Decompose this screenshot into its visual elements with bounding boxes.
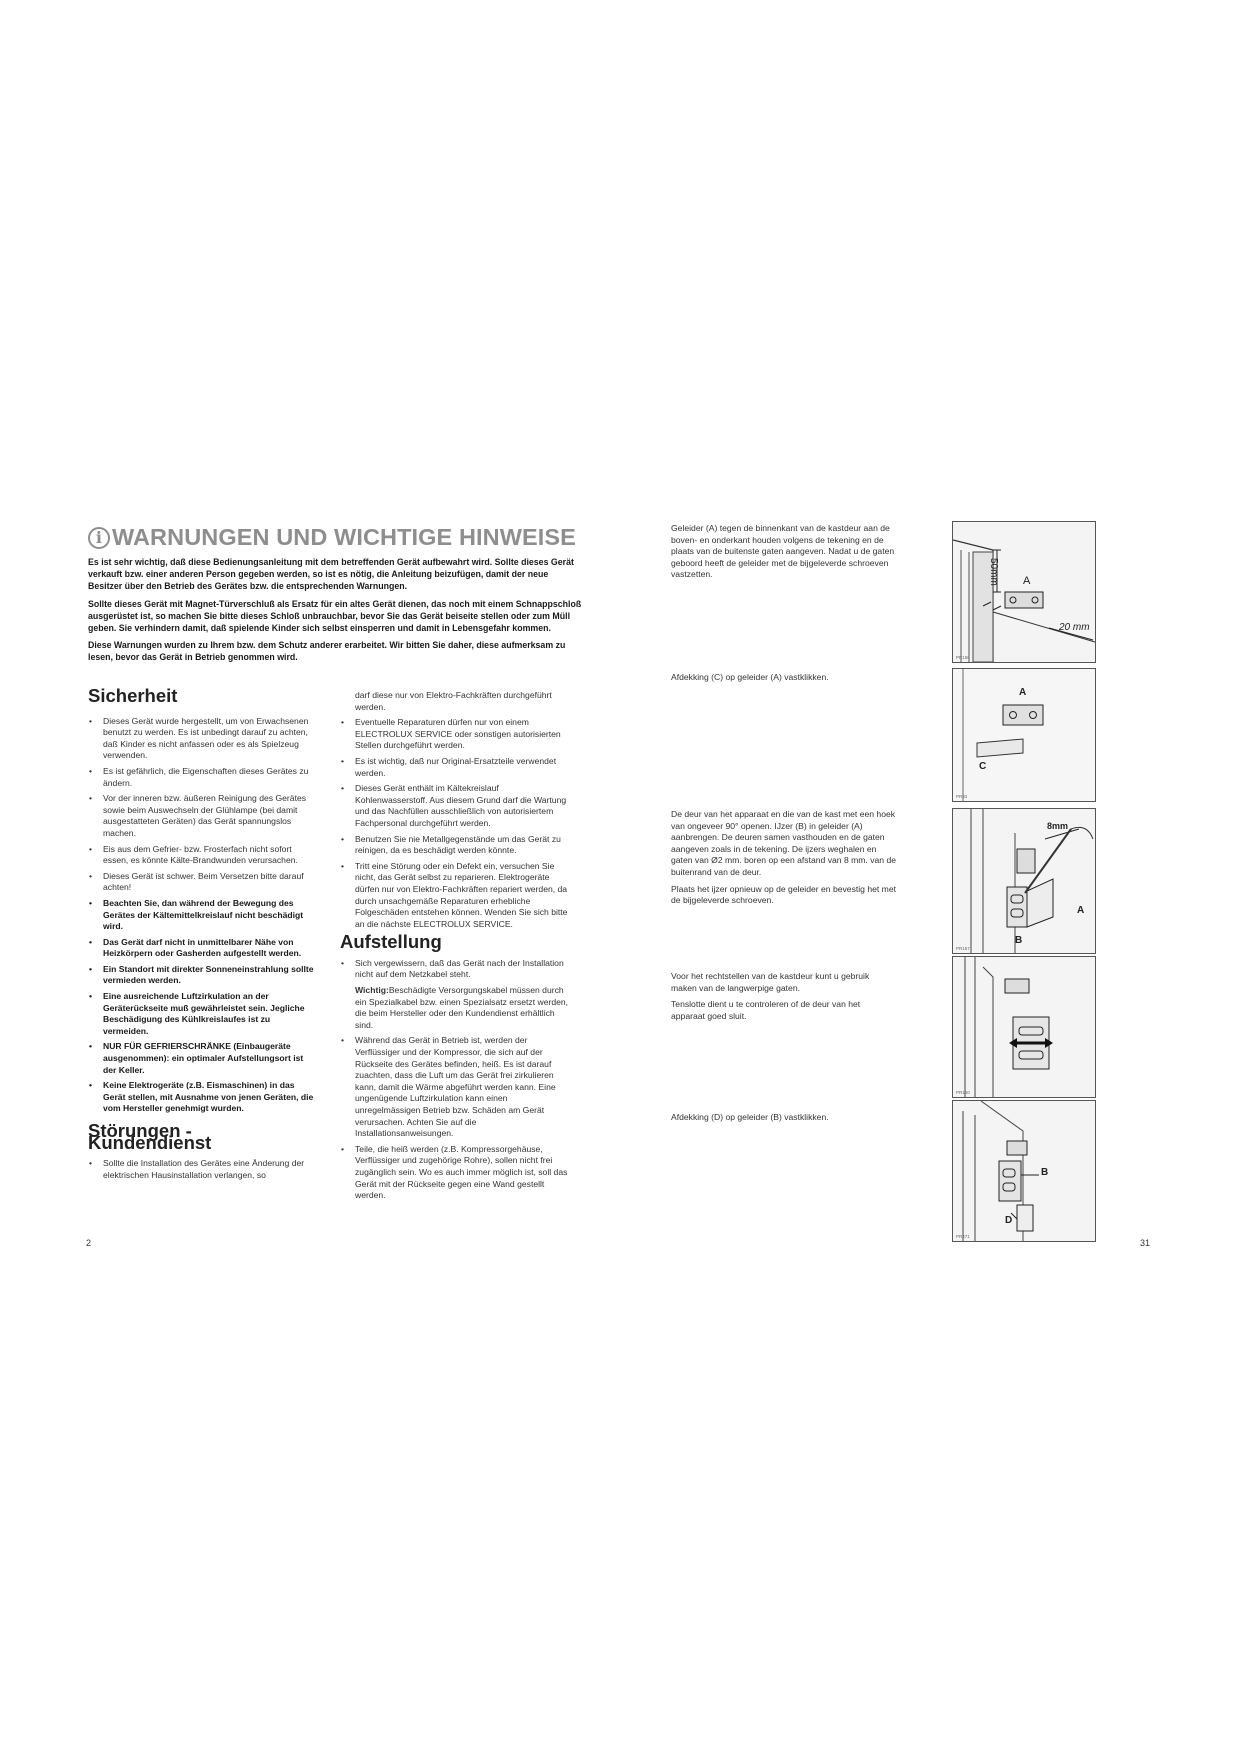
section-heading-aufstellung: Aufstellung	[340, 931, 442, 953]
install-step-3	[671, 809, 896, 912]
list-item: • Das Gerät darf nicht in unmittelbarer Nähe von Heizkörpern oder Gasherden aufgestellt werden.	[88, 937, 316, 960]
step-text: Afdekking (C) op geleider (A) vastklikken.	[671, 672, 829, 682]
step-text: Voor het rechtstellen van de kastdeur kunt u gebruik maken van de langwerpige gaten.	[671, 971, 870, 993]
list-item: • Benutzen Sie nie Metallgegenstände um das Gerät zu reinigen, da es beschädigt werden könnte.	[340, 834, 572, 857]
wichtig-note	[355, 985, 572, 1031]
list-item-continued: darf diese nur von Elektro-Fachkräften durchgeführt werden.	[355, 690, 552, 712]
figure-bracket-b	[952, 808, 1096, 954]
intro-paragraph: Es ist sehr wichtig, daß diese Bedienungsanleitung mit dem betreffenden Gerät aufbewahrt wird. Sollte dieses Gerät verkauft bzw. einer anderen Person gegeben werden, so ist es nötig, die Anleitung beizufügen, damit der neue Besitzer über den Betrieb des Gerätes bzw. die entsprechenden Warnungen.	[88, 557, 574, 592]
section-heading-stoerungen: Störungen - Kundendienst	[88, 1120, 212, 1153]
adjust-slots-drawing	[953, 957, 1095, 1097]
figure-code: PR160	[956, 1090, 970, 1095]
stoerungen-list-start	[88, 1158, 316, 1181]
left-column	[88, 685, 316, 1185]
sicherheit-list	[88, 716, 316, 1115]
step-text: De deur van het apparaat en die van de kast met een hoek van ongeveer 90° openen. IJzer (B) in geleider (A) aanbrengen. De deuren samen vasthouden en de gaten aangeven zoals in de tekening. De ijzers weghalen en gaten van Ø2 mm. boren op een afstand van 8 mm. van de buitenrand van de deur.	[671, 809, 897, 877]
stoerungen-list-cont	[340, 690, 572, 930]
list-item: • Es ist gefährlich, die Eigenschaften dieses Gerätes zu ändern.	[88, 766, 316, 789]
guide-placement-drawing	[953, 522, 1095, 662]
step-text: Plaats het ijzer opnieuw op de geleider en bevestig het met de bijgeleverde schroeven.	[671, 883, 897, 906]
wichtig-label: Wichtig:	[355, 985, 389, 996]
install-step-4	[671, 971, 896, 1027]
list-item: • Ein Standort mit direkter Sonneneinstrahlung sollte vermieden werden.	[88, 964, 316, 987]
aufstellung-list-2	[340, 1035, 572, 1201]
page-number-right: 31	[1140, 1238, 1151, 1248]
page-title	[88, 524, 588, 551]
list-item: • Dieses Gerät enthält im Kältekreislauf Kohlenwasserstoff. Aus diesem Grund darf die Wartung und das Nachfüllen ausschließlich von autorisiertem Fachpersonal durchgeführt werden.	[340, 783, 572, 829]
figure-code: PR33	[956, 794, 968, 799]
label-a: A	[1023, 575, 1031, 587]
list-item: • Keine Elektrogeräte (z.B. Eismaschinen) in das Gerät stellen, mit Ausnahme von jenen Geräten, die vom Hersteller genehmigt wurden.	[88, 1080, 316, 1115]
list-item: • Dieses Gerät ist schwer. Beim Versetzen bitte darauf achten!	[88, 871, 316, 894]
step-text: Geleider (A) tegen de binnenkant van de kastdeur aan de boven- en onderkant houden volgens de tekening en de plaats van de buitenste gaten aangeven. Nadat u de gaten geboord heeft de geleider met de bijgeleverde schroeven vastzetten.	[671, 523, 895, 580]
list-item: • Sich vergewissern, daß das Gerät nach der Installation nicht auf dem Netzkabel steht.	[340, 958, 572, 981]
list-item: • Vor der inneren bzw. äußeren Reinigung des Gerätes sowie beim Auswechseln der Glühlampe (bei damit ausgestatteten Geräten) das Gerät spannungslos machen.	[88, 793, 316, 839]
figure-adjust-slots	[952, 956, 1096, 1098]
intro-text	[88, 556, 583, 669]
install-step-1	[671, 523, 896, 586]
bracket-b-drawing	[953, 809, 1095, 953]
install-step-5	[671, 1112, 896, 1129]
list-item: • Tritt eine Störung oder ein Defekt ein, versuchen Sie nicht, das Gerät selbst zu reparieren. Elektrogeräte dürfen nur von Elektro-Fachkräften repariert werden, da durch unsachgemäße Reparaturen erhebliche Folgeschäden entstehen können. Wenden Sie sich bitte an die nächste ELECTROLUX SERVICE.	[340, 861, 572, 931]
dim-20mm: 20 mm	[1059, 622, 1090, 633]
figure-cover-d	[952, 1100, 1096, 1242]
list-item: • Dieses Gerät wurde hergestellt, um von Erwachsenen benutzt zu werden. Es ist unbedingt darauf zu achten, daß Kinder es nicht anfassen oder es als Spielzeug verwenden.	[88, 716, 316, 762]
dim-50mm: 50mm	[988, 558, 999, 586]
wichtig-text: Beschädigte Versorgungskabel müssen durch ein Spezialkabel bzw. einen Spezialsatz ersetzt werden, die beim Hersteller oder den Kundendienst erhältlich sind.	[355, 985, 569, 1030]
install-step-2	[671, 672, 896, 689]
figure-cover-c	[952, 668, 1096, 802]
list-item: • Beachten Sie, dan während der Bewegung des Gerätes der Kältemittelkreislauf nicht beschädigt wird.	[88, 898, 316, 933]
label-b: B	[1015, 935, 1023, 946]
figure-guide-placement	[952, 521, 1096, 663]
list-item: • Sollte die Installation des Gerätes eine Änderung der elektrischen Hausinstallation verlangen, so	[88, 1158, 316, 1181]
step-text: Tenslotte dient u te controleren of de deur van het apparaat goed sluit.	[671, 999, 861, 1021]
intro-paragraph: Diese Warnungen wurden zu Ihrem bzw. dem Schutz anderer erarbeitet. Wir bitten Sie daher, diese aufmerksam zu lesen, bevor das Gerät in Betrieb genommen wird.	[88, 640, 566, 663]
list-item: • Es ist wichtig, daß nur Original-Ersatzteile verwendet werden.	[340, 756, 572, 779]
label-a: A	[1019, 687, 1027, 698]
list-item: • Eis aus dem Gefrier- bzw. Frosterfach nicht sofort essen, es könnte Kälte-Brandwunden verursachen.	[88, 844, 316, 867]
label-b: B	[1041, 1167, 1049, 1178]
section-heading-sicherheit: Sicherheit	[88, 685, 178, 706]
intro-paragraph: Sollte dieses Gerät mit Magnet-Türverschluß als Ersatz für ein altes Gerät dienen, das noch mit einem Schnappschloß ausgerüstet ist, so machen Sie bitte dieses Schloß unbrauchbar, bevor Sie das Gerät beiseite stellen oder zum Müll geben. Sie verhindern damit, daß spielende Kinder sich selbst einsperren und damit in Lebensgefahr kommen.	[88, 598, 582, 634]
list-item: • Eine ausreichende Luftzirkulation an der Geräterückseite muß gewährleistet sein. Jegliche Beschädigung des Kühlkreislaufes ist zu vermeiden.	[88, 991, 316, 1037]
label-d: D	[1005, 1215, 1013, 1226]
dim-8mm: 8mm	[1047, 821, 1069, 831]
list-item: • NUR FÜR GEFRIERSCHRÄNKE (Einbaugeräte ausgenommen): ein optimaler Aufstellungsort ist der Keller.	[88, 1041, 316, 1076]
figure-code: PR471	[956, 1234, 970, 1239]
cover-d-drawing	[953, 1101, 1095, 1241]
figure-code: PR158	[956, 655, 970, 660]
info-icon: i	[88, 527, 110, 549]
step-text: Afdekking (D) op geleider (B) vastklikken.	[671, 1112, 829, 1122]
list-item: • Teile, die heiß werden (z.B. Kompressorgehäuse, Verflüssiger und zugehörige Rohre), sollen nicht frei zugänglich sein. Wo es auch immer möglich ist, soll das Gerät mit der Rückseite gegen eine Wand gestellt werden.	[340, 1144, 572, 1202]
label-c: C	[979, 761, 987, 772]
page-title-text: WARNUNGEN UND WICHTIGE HINWEISE	[112, 524, 576, 550]
label-a: A	[1077, 905, 1085, 916]
list-item: • Eventuelle Reparaturen dürfen nur von einem ELECTROLUX SERVICE oder sonstigen autorisierten Stellen durchgeführt werden.	[340, 717, 572, 752]
aufstellung-list	[340, 958, 572, 981]
middle-column	[340, 690, 572, 1206]
figure-code: PR157	[956, 946, 970, 951]
list-item: • Während das Gerät in Betrieb ist, werden der Verflüssiger und der Kompressor, die sich auf der Rückseite des Gerätes befinden, heiß. Es ist darauf zuachten, dass die Luft um das Gerät frei zirkulieren kann, damit die Wärme abgeführt werden kann. Eine ungenügende Luftzirkulation kann einen unregelmässigen Betrieb bzw. Schäden am Gerät verursachen. Achten Sie auf die Installationsanweisungen.	[340, 1035, 572, 1139]
page-number-left: 2	[86, 1238, 92, 1248]
